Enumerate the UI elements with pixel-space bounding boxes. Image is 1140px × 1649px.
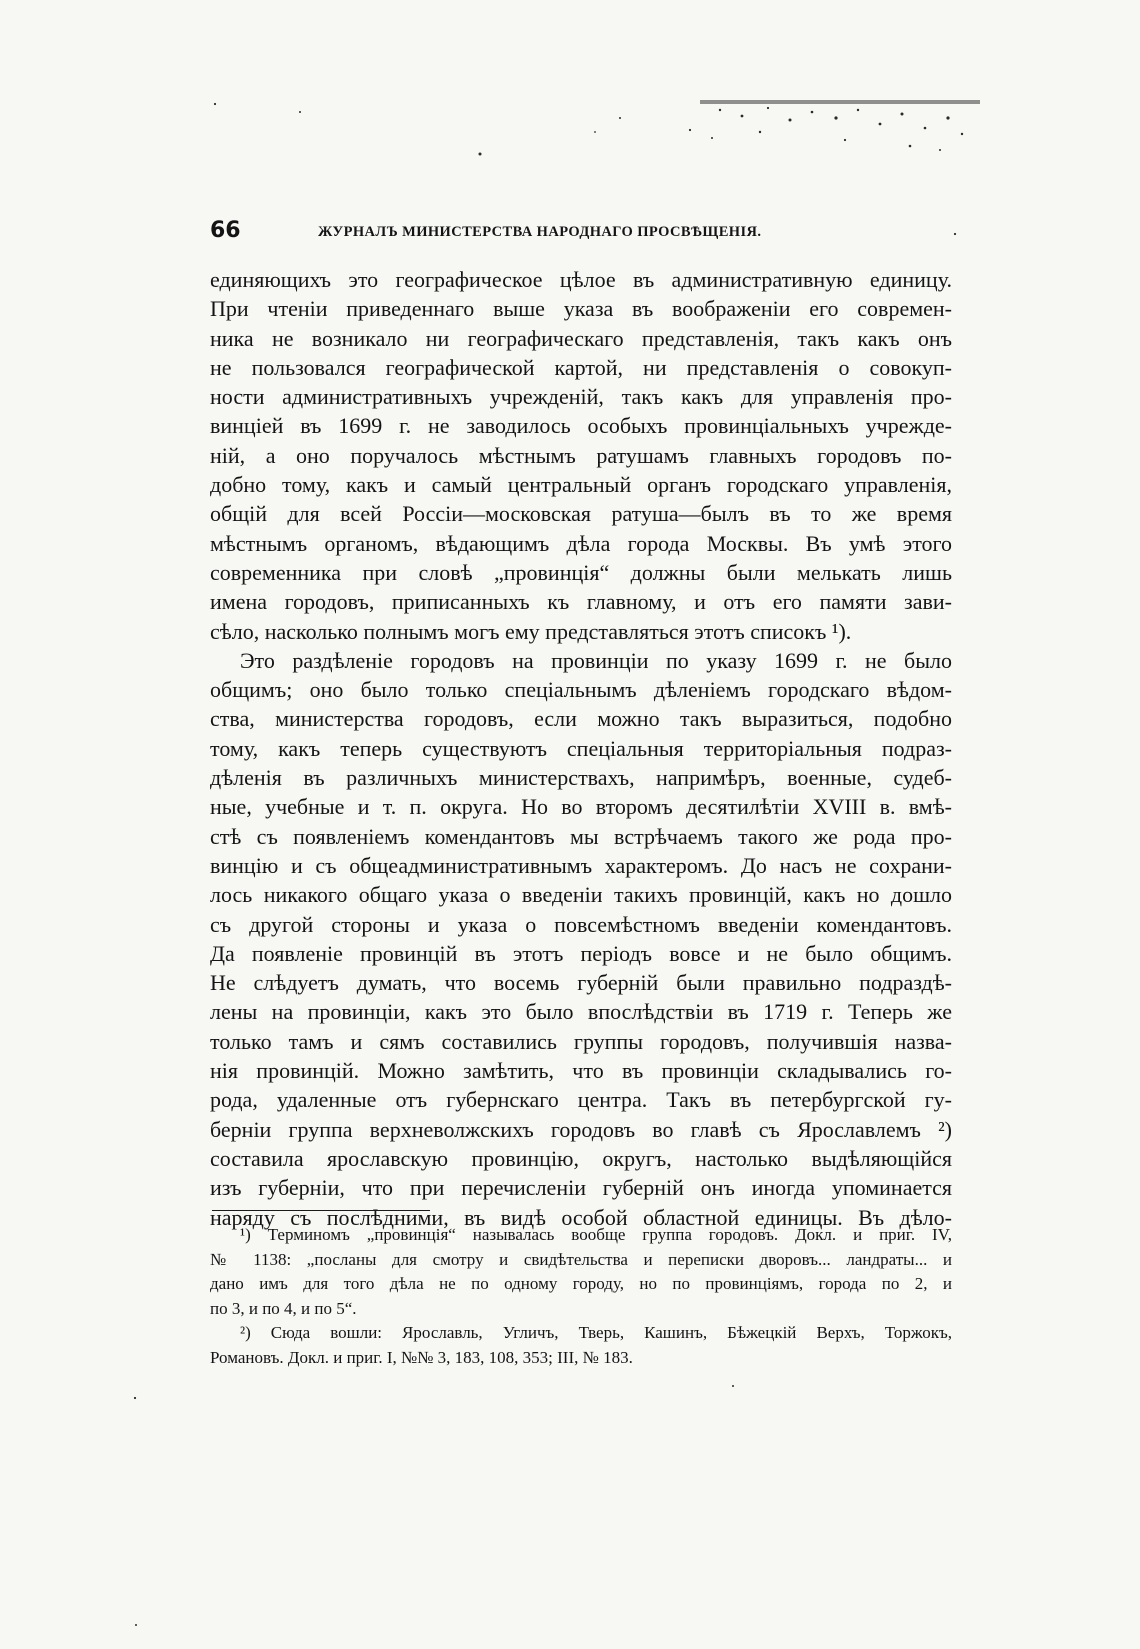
text-line: сѣло, насколько полнымъ могъ ему представляться этотъ списокъ ¹). — [210, 618, 852, 644]
running-title: ЖУРНАЛЪ МИНИСТЕРСТВА НАРОДНАГО ПРОСВѢЩЕНІЯ. — [318, 224, 762, 240]
text-line: ные, учебные и т. п. округа. Но во второмъ десятилѣтіи XVIII в. вмѣ- — [210, 794, 952, 820]
text-line: только тамъ и сямъ составились группы городовъ, получившія назва- — [210, 1028, 952, 1054]
text-line: берніи группа верхневолжскихъ городовъ во главѣ съ Ярославлемъ ²) — [210, 1116, 952, 1142]
text-line: изъ губерніи, что при перечисленіи губерній онъ иногда упоминается — [210, 1175, 952, 1201]
footnotes — [210, 1223, 952, 1371]
text-line: дѣленія въ различныхъ министерствахъ, напримѣръ, военные, судеб- — [210, 765, 952, 791]
text-line: При чтеніи приведеннаго выше указа въ воображеніи его современ- — [210, 296, 952, 322]
text-line: составила ярославскую провинцію, округъ, настолько выдѣляющійся — [210, 1145, 952, 1171]
text-line: нія провинцій. Можно замѣтить, что въ провинціи складывались го- — [210, 1058, 952, 1084]
page-number: 66 — [210, 218, 241, 243]
text-line: тому, какъ теперь существуютъ спеціальныя территоріальныя подраз- — [210, 735, 952, 761]
text-line: ника не возникало ни географическаго представленія, такъ какъ онъ — [210, 325, 952, 351]
page-header — [210, 217, 960, 249]
text-line: винцію и съ общеадминистративнымъ характеромъ. До насъ не сохрани- — [210, 852, 952, 878]
text-line: имена городовъ, приписанныхъ къ главному, и отъ его памяти зави- — [210, 589, 952, 615]
text-line: лены на провинціи, какъ это было впослѣдствіи въ 1719 г. Теперь же — [210, 999, 952, 1025]
text-line: наряду съ послѣдними, въ видѣ особой областной единицы. Въ дѣло- — [210, 1204, 952, 1230]
text-line: не пользовался географической картой, ни представленія о совокуп- — [210, 354, 952, 380]
footnote-line: дано имъ для того дѣла не по одному городу, но по провинціямъ, города по 2, и — [210, 1274, 952, 1294]
text-line: ній, а оно поручалось мѣстнымъ ратушамъ главныхъ городовъ по- — [210, 442, 952, 468]
footnote-divider — [212, 1210, 430, 1211]
text-line: ства, министерства городовъ, если можно такъ выразиться, подобно — [210, 706, 952, 732]
text-line: общій для всей Россіи—московская ратуша—былъ въ то же время — [210, 501, 952, 527]
text-line: Не слѣдуетъ думать, что восемь губерній были правильно подраздѣ- — [210, 970, 952, 996]
footnote-line: по 3, и по 4, и по 5“. — [210, 1298, 357, 1318]
text-line: ности административныхъ учрежденій, такъ какъ для управленія про- — [210, 384, 952, 410]
text-line: мѣстнымъ органомъ, вѣдающимъ дѣла города Москвы. Въ умѣ этого — [210, 530, 952, 556]
text-line: рода, удаленные отъ губернскаго центра. Такъ въ петербургской гу- — [210, 1087, 952, 1113]
text-line: стѣ съ появленіемъ комендантовъ мы встрѣчаемъ такого же рода про- — [210, 823, 952, 849]
footnote-line: ²) Сюда вошли: Ярославль, Угличъ, Тверь, Кашинъ, Бѣжецкій Верхъ, Торжокъ, — [240, 1323, 952, 1343]
text-line: Да появленіе провинцій въ этотъ періодъ вовсе и не было общимъ. — [210, 940, 952, 966]
footnote-line: № 1138: „посланы для смотру и свидѣтельства и переписки дворовъ... ландраты... и — [210, 1249, 952, 1269]
text-line: винціей въ 1699 г. не заводилось особыхъ провинціальныхъ учрежде- — [210, 413, 952, 439]
text-line: лось никакого общаго указа о введеніи такихъ провинцій, какъ но дошло — [210, 882, 952, 908]
body-text — [210, 265, 952, 1232]
text-line: съ другой стороны и указа о повсемѣстномъ введеніи комендантовъ. — [210, 911, 952, 937]
text-line: общимъ; оно было только спеціальнымъ дѣленіемъ городскаго вѣдом- — [210, 677, 952, 703]
footnote-line: ¹) Терминомъ „провинція“ называлась вообще группа городовъ. Докл. и приг. IV, — [240, 1225, 952, 1244]
text-line: современника при словѣ „провинція“ должны были мелькать лишь — [210, 559, 952, 585]
text-line: добно тому, какъ и самый центральный органъ городскаго управленія, — [210, 472, 952, 498]
text-line: Это раздѣленіе городовъ на провинціи по указу 1699 г. не было — [240, 647, 952, 673]
text-line: единяющихъ это географическое цѣлое въ административную единицу. — [210, 267, 952, 292]
footnote-line: Романовъ. Докл. и приг. I, №№ 3, 183, 108, 353; III, № 183. — [210, 1347, 633, 1367]
